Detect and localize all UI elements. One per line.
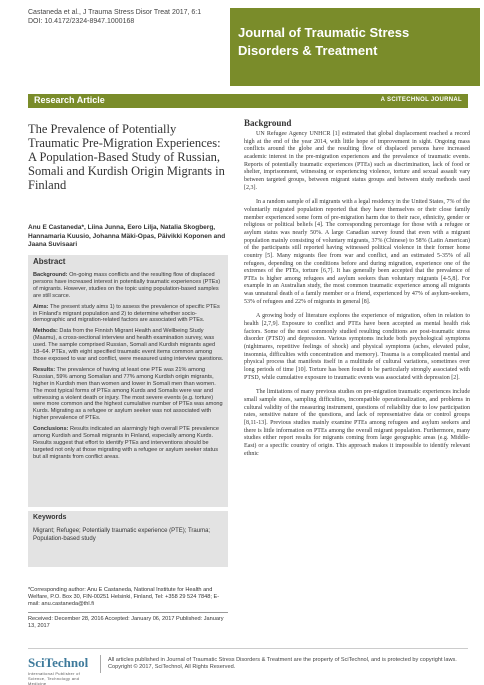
- article-type-label: Research Article: [34, 95, 105, 105]
- citation-line: Castaneda et al., J Trauma Stress Disor Treat 2017, 6:1: [28, 9, 202, 16]
- abstract-background: Background: On-going mass conflicts and the resulting flow of displaced persons have increased interest in potentially traumatic experiences (PTEs) of migrants. However, studies on the topic using population-based samples are still scarce.: [33, 272, 221, 299]
- background-body: [244, 131, 470, 465]
- keywords-heading: Keywords: [33, 514, 67, 521]
- abstract-heading: Abstract: [33, 257, 66, 266]
- page-footer: [28, 648, 468, 685]
- abstract-conclusions: Conclusions: Results indicated an alarmingly high overall PTE prevalence among Kurdish and Somali migrants in Finland, especially among Kurds. Results suggest that effort to identify PTEs and interventions should be targeted not only at those migrating with a refugee or asylum seeker status but all migrants from conflict areas.: [33, 426, 219, 460]
- journal-banner: [230, 8, 480, 86]
- journal-title-line1: Journal of Traumatic Stress: [238, 25, 410, 40]
- paragraph: The limitations of many previous studies on pre-migration traumatic experiences include small sample sizes, sampling difficulties, incompatible operationalization, and problems in cultural validity of the measuring instrument, questions of reliability due to low participation rates, sensitive nature of the questions, and lack of representative data or control groups [8,11-13]. Previous studies mainly examine PTEs among refugees and asylum seekers and there is little information on PTEs among the overall migrant population. Furthermore, many studies either report results for migrants coming from large geographic areas (e.g. Middle-East) or a specific country of origin. This approach makes it impossible to identify relevant ethnic: [244, 389, 470, 457]
- abstract-results: Results: The prevalence of having at least one PTE was 21% among Russian, 59% among Somalian and 77% among Kurdish origin migrants, higher in Kurdish men than women and lower in Somali men than women. The most typical forms of PTEs among Kurds and Somalis were war and witnessing a violent death or injury. The most severe events (e.g. torture) were more common and the highest cumulative number of PTEs was among Kurds. Migrating as a refugee or asylum seeker was not associated with higher prevalence of PTEs.: [33, 366, 223, 422]
- abstract-body: [33, 272, 225, 465]
- abstract-aims: Aims: The present study aims 1) to assess the prevalence of specific PTEs in Finland's migrant population and 2) to determine whether socio-demographic and migration-related factors are associated with PTEs.: [33, 303, 220, 324]
- paragraph: UN Refugee Agency UNHCR [1] estimated that global displacement reached a record high at the end of the year 2014, with little hope of improvement in sight. Ongoing mass conflicts around the globe and the resulting flow of displaced persons have increased academic interest in the pre-migration experiences and the prevalence of traumatic events. Reports of potentially traumatic experiences (PTEs) such as discrimination, lack of food or shelter, imprisonment, witnessing or experiencing violence, torture and sexual assault vary between targeted groups, between migrant status groups and between study methods used [2,3].: [244, 131, 470, 191]
- abstract-methods: Methods: Data from the Finnish Migrant Health and Wellbeing Study (Maamu), a cross-sectional interview and health examination survey, was used. The sample comprised Russian, Somali and Kurdish migrants aged 18–64. PTEs, with eight specified traumatic event items common among those exposed to war and conflict, were measured using interview questions.: [33, 328, 224, 362]
- corresponding-author: *Corresponding author: Anu E Castaneda, National Institute for Health and Welfare, P.O. Box 30, FIN-00251 Helsinki, Finland, Tel: +358 29 524 7848; E-mail: anu.castaneda@thl.fi: [28, 587, 220, 607]
- paragraph: In a random sample of all migrants with a legal residency in the United States, 7% of the voluntarily migrated population reported that they have themselves or their close family member experienced some form of pre-migration harm due to their race, ethnicity, gender or religious or political beliefs [4]. The corresponding percentage for those with a refugee or asylum status was nearly 50%. A large Canadian survey found that even with a migrant population mainly consisting of voluntary migrants, 37% (Chinese) to 58% (Latin American) of the participants still reported having witnessed political violence in their former home country [5]. Many migrants flee from war and conflict, and an estimated 5-35% of all refugees, depending on the conditions before and during migration, experience one of the extremes of the PTEs, torture [6,7]. It has generally been accepted that the prevalence of PTEs is higher among refugees and asylum seekers than voluntary migrants [4-5,8]. For example in an Australian study, the most common traumatic experience among all migrants was unnatural death of a family member or a friend, experienced by 47% of asylum-seekers, 53% of refugees and 22% of migrants in general [8].: [244, 199, 470, 305]
- logo-text: SciTechnol: [28, 655, 89, 670]
- footer-divider: [100, 655, 101, 673]
- doi-link[interactable]: DOI: 10.4172/2324-8947.1000168: [28, 18, 135, 25]
- logo-subtitle: International Publisher of Science, Technology and Medicine: [28, 671, 81, 685]
- journal-title-line2: Disorders & Treatment: [238, 43, 378, 58]
- article-title: The Prevalence of Potentially Traumatic Pre-Migration Experiences: A Population-Based Study of Russian, Somali and Kurdish Origin Migrants in Finland: [28, 122, 225, 192]
- paragraph: A growing body of literature explores the experience of migration, often in relation to health [2,7,9]. Exposure to conflict and PTEs have been accepted as mental health risk factors. Some of the most commonly studied resulting conditions are post-traumatic stress disorder (PTSD) and depression. Various symptoms include both psychological symptoms (nightmares, repetitive feelings of shock) and physical symptoms (aches, elevated pulse, insomnia, difficulties with concentration and memory). Trauma is a complicated mental and physical process that manifests itself in a multitude of cultural variations, sometimes over long periods of time [10]. Torture has been found to be particularly strongly associated with PTSD, while cumulative exposure to traumatic events was associated with depression [2].: [244, 313, 470, 381]
- article-dates: Received: December 28, 2016 Accepted: January 06, 2017 Published: January 13, 2017: [28, 612, 228, 630]
- keywords-text: Migrant; Refugee; Potentially traumatic experience (PTE); Trauma; Population-based study: [33, 528, 211, 542]
- author-list: Anu E Castaneda*, Liina Junna, Eero Lilja, Natalia Skogberg, Hannamaria Kuusio, Johanna Mäki-Opas, Päivikki Koponen and Jaana Suvisaari: [28, 224, 226, 248]
- background-heading: Background: [244, 118, 292, 128]
- publisher-logo: [28, 655, 92, 685]
- section-bar: [28, 94, 468, 108]
- journal-title: [238, 24, 409, 60]
- journal-tag: A SCITECHNOL JOURNAL: [380, 97, 462, 103]
- copyright-notice: All articles published in Journal of Traumatic Stress Disorders & Treatment are the property of SciTechnol, and is protected by copyright laws. Copyright © 2017, SciTechnol, All Rights Reserved.: [108, 657, 457, 670]
